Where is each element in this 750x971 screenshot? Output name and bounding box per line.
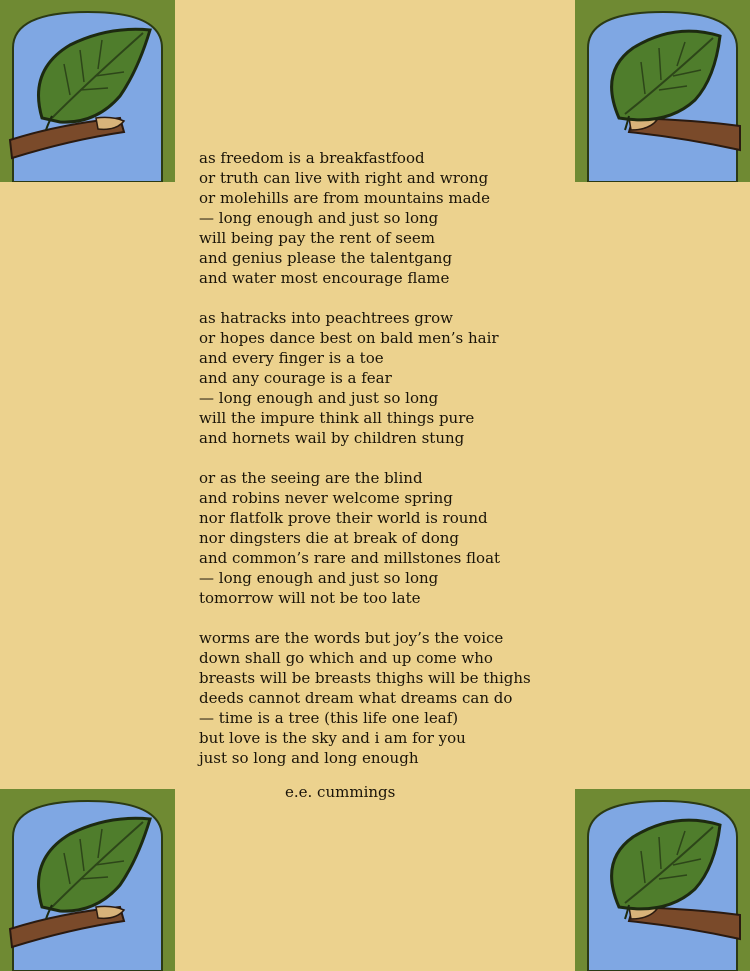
poem-line: or truth can live with right and wrong bbox=[199, 169, 489, 187]
poem-line: — long enough and just so long bbox=[199, 209, 439, 227]
poem-line: and genius please the talentgang bbox=[199, 249, 453, 267]
poem-line: and common’s rare and millstones float bbox=[199, 549, 501, 567]
poem-line: will the impure think all things pure bbox=[199, 409, 475, 427]
poem-body bbox=[199, 148, 569, 768]
poem-line: breasts will be breasts thighs will be thighs bbox=[199, 669, 531, 687]
poem-line: or hopes dance best on bald men’s hair bbox=[199, 329, 499, 347]
poem-line: as hatracks into peachtrees grow bbox=[199, 309, 453, 327]
poem-line: and robins never welcome spring bbox=[199, 489, 453, 507]
leaf-illustration-top-right bbox=[575, 0, 750, 182]
poem-line: nor flatfolk prove their world is round bbox=[199, 509, 488, 527]
leaf-branch-icon bbox=[0, 0, 175, 182]
poem-line: nor dingsters die at break of dong bbox=[199, 529, 460, 547]
poem-line: and water most encourage flame bbox=[199, 269, 450, 287]
poem-line: — long enough and just so long bbox=[199, 389, 439, 407]
leaf-branch-icon bbox=[575, 0, 750, 182]
poem-line: down shall go which and up come who bbox=[199, 649, 493, 667]
poem-line: — time is a tree (this life one leaf) bbox=[199, 709, 459, 727]
poem-line: and every finger is a toe bbox=[199, 349, 384, 367]
poem-line: and any courage is a fear bbox=[199, 369, 392, 387]
poem-line: but love is the sky and i am for you bbox=[199, 729, 466, 747]
poem-line: worms are the words but joy’s the voice bbox=[199, 629, 504, 647]
leaf-illustration-bottom-right bbox=[575, 789, 750, 971]
stanza-2 bbox=[199, 308, 569, 448]
poem-line: and hornets wail by children stung bbox=[199, 429, 465, 447]
poem-author: e.e. cummings bbox=[285, 783, 396, 801]
leaf-illustration-bottom-left bbox=[0, 789, 175, 971]
stanza-3 bbox=[199, 468, 569, 608]
poem-line: as freedom is a breakfastfood bbox=[199, 149, 425, 167]
leaf-branch-icon bbox=[0, 789, 175, 971]
leaf-branch-icon bbox=[575, 789, 750, 971]
stanza-1 bbox=[199, 148, 569, 288]
poem-line: just so long and long enough bbox=[199, 749, 419, 767]
poem-line: tomorrow will not be too late bbox=[199, 589, 421, 607]
poem-line: or as the seeing are the blind bbox=[199, 469, 423, 487]
poem-line: — long enough and just so long bbox=[199, 569, 439, 587]
stanza-4 bbox=[199, 628, 569, 768]
leaf-illustration-top-left bbox=[0, 0, 175, 182]
poem-line: deeds cannot dream what dreams can do bbox=[199, 689, 513, 707]
poem-line: will being pay the rent of seem bbox=[199, 229, 435, 247]
poem-line: or molehills are from mountains made bbox=[199, 189, 491, 207]
